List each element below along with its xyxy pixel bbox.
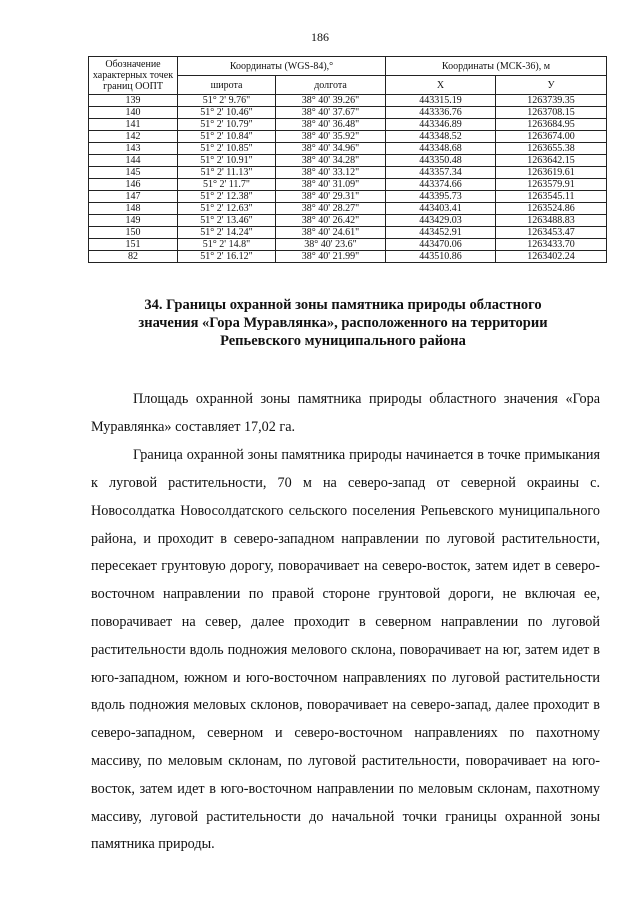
cell-y: 1263579.91 [496, 179, 607, 191]
cell-point: 150 [89, 227, 178, 239]
paragraph-area: Площадь охранной зоны памятника природы областного значения «Гора Муравлянка» составляет 17,02 га. [91, 391, 600, 435]
section-title-line: Репьевского муниципального района [220, 333, 466, 349]
cell-latitude: 51° 2' 9.76" [178, 95, 276, 107]
cell-longitude: 38° 40' 29.31" [276, 191, 386, 203]
cell-point: 143 [89, 143, 178, 155]
table-row [89, 167, 607, 179]
cell-x: 443348.52 [386, 131, 496, 143]
cell-latitude: 51° 2' 12.38" [178, 191, 276, 203]
cell-latitude: 51° 2' 14.8" [178, 239, 276, 251]
cell-longitude: 38° 40' 31.09" [276, 179, 386, 191]
cell-longitude: 38° 40' 23.6" [276, 239, 386, 251]
cell-y: 1263402.24 [496, 251, 607, 263]
table-row [89, 95, 607, 107]
cell-y: 1263674.00 [496, 131, 607, 143]
cell-latitude: 51° 2' 10.46" [178, 107, 276, 119]
cell-longitude: 38° 40' 37.67" [276, 107, 386, 119]
cell-latitude: 51° 2' 11.13" [178, 167, 276, 179]
cell-x: 443336.76 [386, 107, 496, 119]
cell-y: 1263488.83 [496, 215, 607, 227]
cell-latitude: 51° 2' 10.84" [178, 131, 276, 143]
cell-x: 443374.66 [386, 179, 496, 191]
cell-latitude: 51° 2' 13.46" [178, 215, 276, 227]
cell-y: 1263453.47 [496, 227, 607, 239]
cell-y: 1263619.61 [496, 167, 607, 179]
coordinates-table [88, 56, 607, 263]
cell-y: 1263739.35 [496, 95, 607, 107]
paragraph-boundary: Граница охранной зоны памятника природы начинается в точке примыкания к луговой растительности, 70 м на северо-запад от северной окраины с. Новосолдатка Новосолдатского сельского поселения Репьевского муниципального района, и проходит в северо-западном направлении по луговой растительности, пересекает грунтовую дорогу, поворачивает на северо-восток, затем идет в северо-восточном направлении по правой стороне грунтовой дороги, не включая ее, поворачивает на север, далее проходит в северном направлении по луговой растительности вдоль подножия мелового склона, поворачивает на юг, затем идет в юго-западном, южном и юго-восточном направлениях по луговой растительности вдоль подножия меловых склонов, поворачивает на северо-запад, далее проходит в северо-западном, северном и северо-восточном направлениях по пахотному массиву, по меловым склонам, по луговой растительности, поворачивает на юго-восток, затем идет в юго-восточном направлении по меловым склонам, пахотному массиву, луговой растительности до начальной точки границы охранной зоны памятника природы. [91, 447, 600, 853]
cell-x: 443470.06 [386, 239, 496, 251]
cell-y: 1263684.95 [496, 119, 607, 131]
cell-point: 139 [89, 95, 178, 107]
cell-x: 443452.91 [386, 227, 496, 239]
cell-y: 1263655.38 [496, 143, 607, 155]
header-x: X [386, 76, 496, 95]
header-wgs-group: Координаты (WGS-84),° [178, 57, 386, 76]
table-row [89, 179, 607, 191]
table-row [89, 227, 607, 239]
cell-x: 443346.89 [386, 119, 496, 131]
cell-latitude: 51° 2' 10.79" [178, 119, 276, 131]
table-row [89, 119, 607, 131]
cell-x: 443350.48 [386, 155, 496, 167]
cell-latitude: 51° 2' 10.85" [178, 143, 276, 155]
header-latitude: широта [178, 76, 276, 95]
cell-point: 145 [89, 167, 178, 179]
cell-longitude: 38° 40' 34.28" [276, 155, 386, 167]
table-row [89, 251, 607, 263]
cell-x: 443395.73 [386, 191, 496, 203]
cell-point: 147 [89, 191, 178, 203]
cell-point: 141 [89, 119, 178, 131]
header-y: У [496, 76, 607, 95]
cell-x: 443403.41 [386, 203, 496, 215]
cell-longitude: 38° 40' 39.26" [276, 95, 386, 107]
cell-x: 443357.34 [386, 167, 496, 179]
cell-longitude: 38° 40' 36.48" [276, 119, 386, 131]
header-msk-group: Координаты (МСК-36), м [386, 57, 607, 76]
page-number: 186 [311, 30, 329, 44]
cell-point: 146 [89, 179, 178, 191]
cell-y: 1263642.15 [496, 155, 607, 167]
table-row [89, 215, 607, 227]
cell-longitude: 38° 40' 35.92" [276, 131, 386, 143]
cell-longitude: 38° 40' 34.96" [276, 143, 386, 155]
cell-longitude: 38° 40' 28.27" [276, 203, 386, 215]
cell-point: 149 [89, 215, 178, 227]
table-row [89, 191, 607, 203]
cell-point: 148 [89, 203, 178, 215]
cell-x: 443510.86 [386, 251, 496, 263]
cell-point: 151 [89, 239, 178, 251]
cell-longitude: 38° 40' 26.42" [276, 215, 386, 227]
cell-x: 443315.19 [386, 95, 496, 107]
section-title-line: значения «Гора Муравлянка», расположенного на территории [138, 315, 548, 331]
table-row [89, 239, 607, 251]
cell-latitude: 51° 2' 12.63" [178, 203, 276, 215]
cell-y: 1263433.70 [496, 239, 607, 251]
table-row [89, 131, 607, 143]
cell-longitude: 38° 40' 21.99" [276, 251, 386, 263]
section-title-line: 34. Границы охранной зоны памятника природы областного [144, 297, 542, 313]
cell-point: 140 [89, 107, 178, 119]
table-row [89, 107, 607, 119]
cell-x: 443429.03 [386, 215, 496, 227]
table-row [89, 155, 607, 167]
cell-y: 1263524.86 [496, 203, 607, 215]
table-row [89, 143, 607, 155]
header-designation: Обозначение характерных точек границ ООПТ [89, 57, 178, 95]
cell-latitude: 51° 2' 14.24" [178, 227, 276, 239]
cell-x: 443348.68 [386, 143, 496, 155]
cell-point: 142 [89, 131, 178, 143]
section-title [108, 296, 578, 350]
table-row [89, 203, 607, 215]
cell-longitude: 38° 40' 24.61" [276, 227, 386, 239]
cell-latitude: 51° 2' 10.91" [178, 155, 276, 167]
cell-point: 82 [89, 251, 178, 263]
coordinates-table-body [89, 95, 607, 263]
cell-y: 1263545.11 [496, 191, 607, 203]
cell-latitude: 51° 2' 11.7" [178, 179, 276, 191]
cell-point: 144 [89, 155, 178, 167]
cell-y: 1263708.15 [496, 107, 607, 119]
cell-latitude: 51° 2' 16.12" [178, 251, 276, 263]
cell-longitude: 38° 40' 33.12" [276, 167, 386, 179]
header-longitude: долгота [276, 76, 386, 95]
